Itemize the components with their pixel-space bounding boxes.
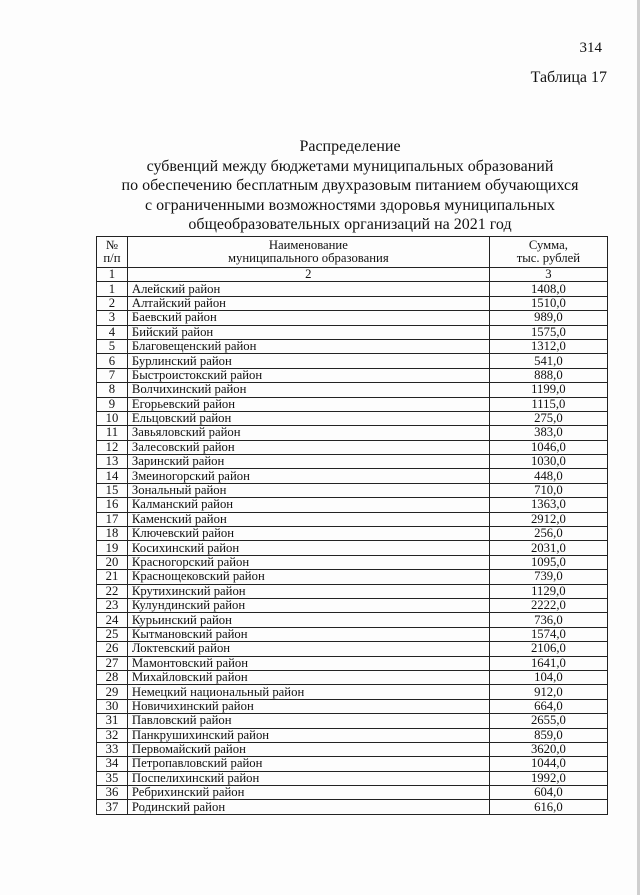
table-row	[97, 771, 608, 785]
row-amount: 275,0	[489, 411, 607, 425]
row-district-name: Быстроистокский район	[127, 368, 489, 382]
row-number: 33	[97, 742, 128, 756]
row-district-name: Ребрихинский район	[127, 786, 489, 800]
table-row	[97, 786, 608, 800]
title-line: с ограниченными возможностями здоровья муниципальных	[145, 196, 555, 214]
row-district-name: Ключевский район	[127, 527, 489, 541]
table-row	[97, 498, 608, 512]
table-row	[97, 728, 608, 742]
row-number: 24	[97, 613, 128, 627]
row-district-name: Кытмановский район	[127, 627, 489, 641]
row-amount: 1510,0	[489, 296, 607, 310]
row-district-name: Зональный район	[127, 483, 489, 497]
row-number: 2	[97, 296, 128, 310]
row-number: 12	[97, 440, 128, 454]
table-row	[97, 426, 608, 440]
row-number: 30	[97, 699, 128, 713]
row-number: 20	[97, 555, 128, 569]
table-row	[97, 685, 608, 699]
table-row	[97, 311, 608, 325]
row-district-name: Змеиногорский район	[127, 469, 489, 483]
row-district-name: Михайловский район	[127, 670, 489, 684]
title-line: субвенций между бюджетами муниципальных образований	[146, 157, 554, 175]
row-number: 14	[97, 469, 128, 483]
row-number: 18	[97, 527, 128, 541]
table-row	[97, 527, 608, 541]
row-amount: 739,0	[489, 570, 607, 584]
row-number: 37	[97, 800, 128, 814]
table-row	[97, 440, 608, 454]
row-number: 6	[97, 354, 128, 368]
row-district-name: Волчихинский район	[127, 383, 489, 397]
row-number: 28	[97, 670, 128, 684]
table-row	[97, 555, 608, 569]
row-district-name: Немецкий национальный район	[127, 685, 489, 699]
row-amount: 1199,0	[489, 383, 607, 397]
row-number: 9	[97, 397, 128, 411]
row-amount: 1363,0	[489, 498, 607, 512]
row-amount: 989,0	[489, 311, 607, 325]
row-district-name: Ельцовский район	[127, 411, 489, 425]
header-name-line: муниципального образования	[228, 251, 389, 265]
row-district-name: Косихинский район	[127, 541, 489, 555]
row-amount: 383,0	[489, 426, 607, 440]
table-row	[97, 656, 608, 670]
title-line: Распределение	[299, 138, 401, 155]
row-district-name: Панкрушихинский район	[127, 728, 489, 742]
row-amount: 2912,0	[489, 512, 607, 526]
row-district-name: Бийский район	[127, 325, 489, 339]
title-line: общеобразовательных организаций на 2021 год	[188, 216, 512, 234]
row-amount: 859,0	[489, 728, 607, 742]
row-amount: 664,0	[489, 699, 607, 713]
row-amount: 1095,0	[489, 555, 607, 569]
column-number: 2	[127, 268, 489, 282]
row-number: 10	[97, 411, 128, 425]
row-amount: 448,0	[489, 469, 607, 483]
document-title	[60, 137, 640, 235]
row-number: 7	[97, 368, 128, 382]
row-amount: 1641,0	[489, 656, 607, 670]
row-district-name: Баевский район	[127, 311, 489, 325]
table-row	[97, 411, 608, 425]
row-number: 17	[97, 512, 128, 526]
header-name-line: Наименование	[268, 238, 348, 252]
row-amount: 736,0	[489, 613, 607, 627]
row-number: 29	[97, 685, 128, 699]
header-name	[127, 237, 489, 268]
row-amount: 1046,0	[489, 440, 607, 454]
row-district-name: Каменский район	[127, 512, 489, 526]
header-sum	[489, 237, 607, 268]
row-amount: 604,0	[489, 786, 607, 800]
table-row	[97, 339, 608, 353]
row-amount: 2106,0	[489, 642, 607, 656]
row-amount: 2655,0	[489, 714, 607, 728]
row-district-name: Мамонтовский район	[127, 656, 489, 670]
column-number: 1	[97, 268, 128, 282]
row-number: 22	[97, 584, 128, 598]
row-number: 25	[97, 627, 128, 641]
row-number: 3	[97, 311, 128, 325]
row-district-name: Красногорский район	[127, 555, 489, 569]
table-row	[97, 742, 608, 756]
row-district-name: Локтевский район	[127, 642, 489, 656]
row-district-name: Залесовский район	[127, 440, 489, 454]
row-number: 5	[97, 339, 128, 353]
row-district-name: Первомайский район	[127, 742, 489, 756]
row-amount: 1115,0	[489, 397, 607, 411]
table-row	[97, 541, 608, 555]
row-number: 31	[97, 714, 128, 728]
row-district-name: Крутихинский район	[127, 584, 489, 598]
row-amount: 1408,0	[489, 282, 607, 296]
row-amount: 1575,0	[489, 325, 607, 339]
row-district-name: Заринский район	[127, 455, 489, 469]
row-district-name: Благовещенский район	[127, 339, 489, 353]
page-number: 314	[579, 40, 602, 56]
row-amount: 2222,0	[489, 598, 607, 612]
table-row	[97, 714, 608, 728]
row-number: 27	[97, 656, 128, 670]
table-row	[97, 354, 608, 368]
row-number: 23	[97, 598, 128, 612]
row-number: 16	[97, 498, 128, 512]
row-amount: 1574,0	[489, 627, 607, 641]
row-district-name: Поспелихинский район	[127, 771, 489, 785]
row-amount: 1044,0	[489, 757, 607, 771]
table-row	[97, 469, 608, 483]
row-district-name: Петропавловский район	[127, 757, 489, 771]
row-amount: 104,0	[489, 670, 607, 684]
row-number: 35	[97, 771, 128, 785]
table-row	[97, 483, 608, 497]
table-row	[97, 670, 608, 684]
column-number-row	[97, 268, 608, 282]
table-row	[97, 699, 608, 713]
row-amount: 616,0	[489, 800, 607, 814]
header-num-line: №	[105, 238, 118, 252]
row-amount: 2031,0	[489, 541, 607, 555]
table-row	[97, 627, 608, 641]
table-row	[97, 455, 608, 469]
row-district-name: Завьяловский район	[127, 426, 489, 440]
table-row	[97, 397, 608, 411]
row-district-name: Алейский район	[127, 282, 489, 296]
row-amount: 256,0	[489, 527, 607, 541]
row-number: 32	[97, 728, 128, 742]
row-district-name: Егорьевский район	[127, 397, 489, 411]
header-num-line: п/п	[103, 251, 121, 265]
table-row	[97, 325, 608, 339]
header-num	[97, 237, 128, 268]
row-number: 15	[97, 483, 128, 497]
table-body	[97, 268, 608, 815]
row-amount: 541,0	[489, 354, 607, 368]
row-district-name: Краснощековский район	[127, 570, 489, 584]
row-number: 19	[97, 541, 128, 555]
row-amount: 710,0	[489, 483, 607, 497]
row-district-name: Алтайский район	[127, 296, 489, 310]
row-district-name: Павловский район	[127, 714, 489, 728]
row-number: 34	[97, 757, 128, 771]
row-amount: 3620,0	[489, 742, 607, 756]
table-row	[97, 570, 608, 584]
row-number: 11	[97, 426, 128, 440]
row-district-name: Бурлинский район	[127, 354, 489, 368]
row-number: 13	[97, 455, 128, 469]
subsidy-table	[96, 236, 608, 815]
row-district-name: Кулундинский район	[127, 598, 489, 612]
row-number: 36	[97, 786, 128, 800]
row-number: 4	[97, 325, 128, 339]
row-number: 8	[97, 383, 128, 397]
table-row	[97, 598, 608, 612]
row-number: 21	[97, 570, 128, 584]
row-amount: 888,0	[489, 368, 607, 382]
table-label: Таблица 17	[530, 69, 607, 86]
row-number: 26	[97, 642, 128, 656]
table-row	[97, 282, 608, 296]
table-row	[97, 642, 608, 656]
row-district-name: Новичихинский район	[127, 699, 489, 713]
table-row	[97, 757, 608, 771]
row-amount: 1992,0	[489, 771, 607, 785]
table-header-row	[97, 237, 608, 268]
row-district-name: Родинский район	[127, 800, 489, 814]
table-row	[97, 512, 608, 526]
header-sum-line: тыс. рублей	[516, 251, 581, 265]
table-row	[97, 800, 608, 814]
column-number: 3	[489, 268, 607, 282]
table-row	[97, 368, 608, 382]
header-sum-line: Сумма,	[528, 238, 568, 252]
row-amount: 1129,0	[489, 584, 607, 598]
row-number: 1	[97, 282, 128, 296]
title-line: по обеспечению бесплатным двухразовым питанием обучающихся	[121, 177, 579, 195]
table-row	[97, 296, 608, 310]
row-amount: 1312,0	[489, 339, 607, 353]
row-amount: 1030,0	[489, 455, 607, 469]
row-amount: 912,0	[489, 685, 607, 699]
row-district-name: Курьинский район	[127, 613, 489, 627]
row-district-name: Калманский район	[127, 498, 489, 512]
table-row	[97, 613, 608, 627]
table-row	[97, 383, 608, 397]
table-row	[97, 584, 608, 598]
